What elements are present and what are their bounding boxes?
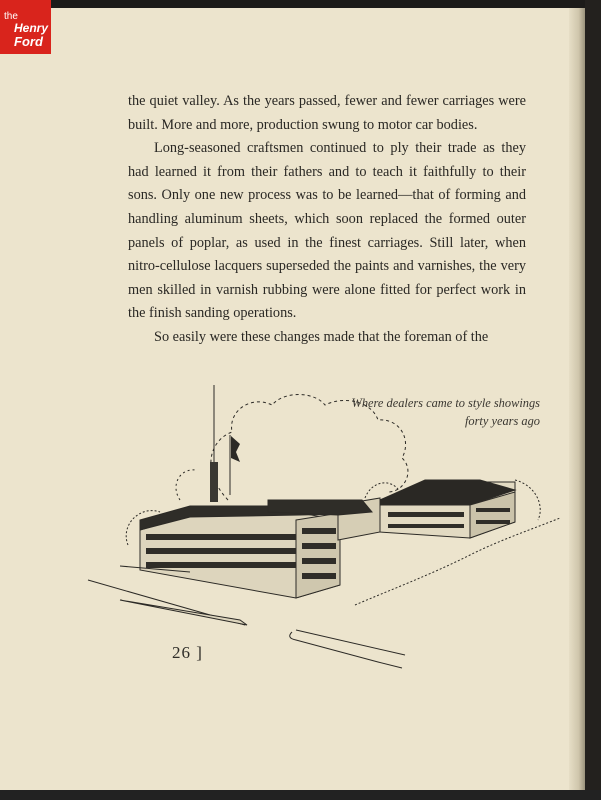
logo-henry: Henry (14, 21, 49, 35)
logo-ford: Ford (14, 34, 43, 49)
logo-the: the (4, 11, 18, 22)
paragraph-2: Long-seasoned craftsmen continued to ply their trade as they had learned it from their fathers and to teach it faithfully to their sons. Only one new process was to be learned—that of forming and handling aluminum sheets, which soon replaced the formed outer panels of poplar, as used in the finest carriages. Still later, when nitro-cellulose lacquers superseded the paints and varnishes, the very men skilled in varnish rubbing were alone fitted for perfect work in the finish sanding operations. (128, 140, 526, 322)
caption-line-2: forty years ago (464, 414, 540, 428)
paragraph-1: the quiet valley. As the years passed, fewer and fewer carriages were built. More and more, production swung to motor car bodies. (128, 93, 526, 133)
paragraph-3: So easily were these changes made that the foreman of the (154, 328, 489, 345)
caption-line-1: Where dealers came to style showings (351, 396, 540, 410)
page-number: 26 ] (172, 643, 203, 662)
